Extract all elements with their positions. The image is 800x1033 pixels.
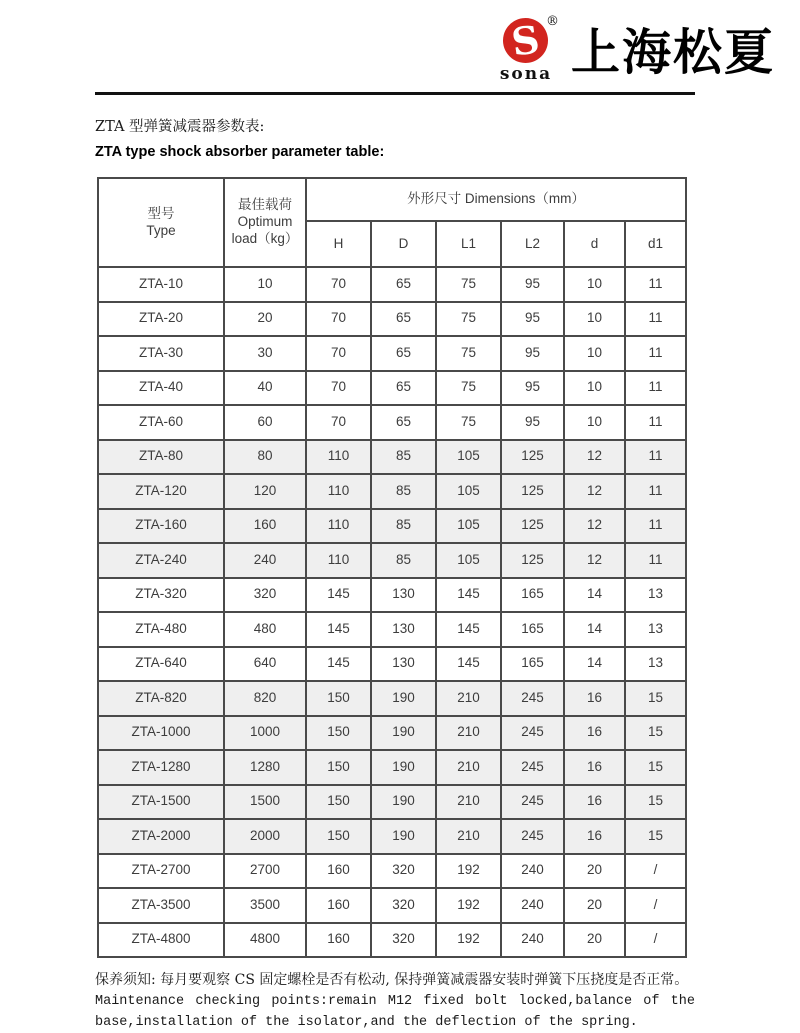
cell-dim-d1: 11 (625, 267, 686, 302)
cell-load: 20 (224, 302, 306, 337)
cell-dim-h: 150 (306, 681, 371, 716)
cell-dim-d1: 15 (625, 716, 686, 751)
cell-dim-d: 130 (371, 578, 436, 613)
cell-dim-dd: 14 (564, 578, 625, 613)
cell-dim-d: 85 (371, 474, 436, 509)
cell-load: 10 (224, 267, 306, 302)
cell-dim-l1: 210 (436, 785, 501, 820)
cell-dim-dd: 16 (564, 785, 625, 820)
cell-model: ZTA-10 (98, 267, 224, 302)
cell-dim-dd: 12 (564, 440, 625, 475)
cell-dim-l2: 165 (501, 578, 564, 613)
table-row (98, 267, 686, 302)
cell-dim-l2: 165 (501, 612, 564, 647)
cell-dim-l2: 245 (501, 681, 564, 716)
cell-dim-d: 65 (371, 267, 436, 302)
cell-model: ZTA-320 (98, 578, 224, 613)
cell-dim-d: 65 (371, 371, 436, 406)
cell-dim-d1: 11 (625, 302, 686, 337)
cell-dim-l1: 75 (436, 336, 501, 371)
cell-dim-l1: 75 (436, 405, 501, 440)
cell-dim-dd: 16 (564, 681, 625, 716)
cell-dim-l1: 192 (436, 923, 501, 958)
table-row (98, 785, 686, 820)
company-logo (495, 14, 775, 88)
cell-load: 4800 (224, 923, 306, 958)
cell-dim-l1: 210 (436, 716, 501, 751)
table-row (98, 681, 686, 716)
cell-dim-l1: 105 (436, 509, 501, 544)
cell-dim-d: 190 (371, 681, 436, 716)
cell-dim-l2: 240 (501, 854, 564, 889)
cell-dim-d: 130 (371, 612, 436, 647)
table-row (98, 509, 686, 544)
cell-dim-l1: 210 (436, 750, 501, 785)
cell-dim-l1: 192 (436, 888, 501, 923)
cell-dim-h: 110 (306, 474, 371, 509)
cell-dim-d1: / (625, 923, 686, 958)
cell-dim-h: 150 (306, 785, 371, 820)
maintenance-note-cn: 保养须知: 每月要观察 CS 固定螺栓是否有松动, 保持弹簧减震器安装时弹簧下压挠度是否正常。 (95, 972, 689, 988)
cell-model: ZTA-120 (98, 474, 224, 509)
cell-dim-l2: 245 (501, 785, 564, 820)
header-load-cn: 最佳载荷 (238, 197, 292, 213)
cell-dim-dd: 10 (564, 336, 625, 371)
cell-dim-d1: 13 (625, 612, 686, 647)
cell-dim-l2: 165 (501, 647, 564, 682)
cell-model: ZTA-820 (98, 681, 224, 716)
cell-dim-d: 65 (371, 336, 436, 371)
cell-dim-d1: 11 (625, 336, 686, 371)
cell-dim-l2: 95 (501, 405, 564, 440)
sona-ball-icon: S (501, 15, 552, 66)
cell-model: ZTA-2000 (98, 819, 224, 854)
cell-model: ZTA-40 (98, 371, 224, 406)
cell-dim-h: 70 (306, 405, 371, 440)
header-col-h: H (306, 221, 371, 267)
table-row (98, 888, 686, 923)
cell-dim-l2: 240 (501, 888, 564, 923)
cell-dim-l2: 245 (501, 819, 564, 854)
cell-dim-l2: 95 (501, 336, 564, 371)
table-row (98, 302, 686, 337)
cell-load: 80 (224, 440, 306, 475)
cell-dim-dd: 20 (564, 888, 625, 923)
company-name: 上海松夏 (570, 26, 775, 80)
header-col-l1: L1 (436, 221, 501, 267)
cell-dim-h: 160 (306, 923, 371, 958)
cell-load: 640 (224, 647, 306, 682)
cell-load: 40 (224, 371, 306, 406)
cell-load: 1280 (224, 750, 306, 785)
cell-model: ZTA-2700 (98, 854, 224, 889)
cell-dim-l1: 105 (436, 474, 501, 509)
cell-dim-h: 160 (306, 854, 371, 889)
header-row-1 (98, 178, 686, 221)
cell-model: ZTA-480 (98, 612, 224, 647)
cell-dim-d1: 15 (625, 750, 686, 785)
cell-dim-dd: 12 (564, 543, 625, 578)
cell-dim-l2: 245 (501, 716, 564, 751)
cell-dim-l1: 145 (436, 612, 501, 647)
cell-dim-d: 190 (371, 750, 436, 785)
cell-dim-h: 160 (306, 888, 371, 923)
maintenance-note (95, 970, 695, 1033)
table-head (98, 178, 686, 267)
header-col-d: D (371, 221, 436, 267)
table-row (98, 405, 686, 440)
cell-model: ZTA-1280 (98, 750, 224, 785)
table-row (98, 819, 686, 854)
cell-dim-l2: 95 (501, 302, 564, 337)
cell-dim-d: 85 (371, 543, 436, 578)
cell-load: 1000 (224, 716, 306, 751)
cell-load: 3500 (224, 888, 306, 923)
cell-dim-l1: 192 (436, 854, 501, 889)
cell-dim-d1: 13 (625, 578, 686, 613)
cell-dim-d1: / (625, 888, 686, 923)
cell-dim-l2: 125 (501, 440, 564, 475)
cell-load: 240 (224, 543, 306, 578)
header-load-en1: Optimum (237, 214, 293, 230)
cell-model: ZTA-80 (98, 440, 224, 475)
table-row (98, 371, 686, 406)
cell-dim-d: 85 (371, 509, 436, 544)
table-body (98, 267, 686, 957)
cell-dim-l2: 125 (501, 474, 564, 509)
cell-dim-d1: / (625, 854, 686, 889)
cell-dim-d: 190 (371, 785, 436, 820)
cell-model: ZTA-4800 (98, 923, 224, 958)
cell-dim-d: 320 (371, 888, 436, 923)
brand-name: sona (499, 64, 553, 84)
logo-mark (495, 14, 559, 84)
header-col-l2: L2 (501, 221, 564, 267)
cell-model: ZTA-20 (98, 302, 224, 337)
cell-dim-l2: 125 (501, 509, 564, 544)
cell-dim-d1: 15 (625, 785, 686, 820)
cell-dim-dd: 20 (564, 854, 625, 889)
table-row (98, 336, 686, 371)
cell-dim-dd: 12 (564, 509, 625, 544)
cell-load: 2000 (224, 819, 306, 854)
cell-dim-d1: 15 (625, 819, 686, 854)
cell-model: ZTA-240 (98, 543, 224, 578)
cell-dim-d: 65 (371, 302, 436, 337)
maintenance-note-en-line1: Maintenance checking points:remain M12 fixed bolt locked,balance of the (95, 994, 695, 1009)
cell-dim-dd: 10 (564, 267, 625, 302)
cell-load: 60 (224, 405, 306, 440)
cell-load: 820 (224, 681, 306, 716)
cell-dim-d1: 11 (625, 371, 686, 406)
cell-load: 160 (224, 509, 306, 544)
header-type (98, 178, 224, 267)
cell-dim-l1: 210 (436, 681, 501, 716)
cell-dim-l1: 105 (436, 440, 501, 475)
cell-dim-l2: 95 (501, 371, 564, 406)
cell-dim-d1: 11 (625, 543, 686, 578)
cell-dim-l1: 75 (436, 371, 501, 406)
cell-dim-d: 190 (371, 819, 436, 854)
cell-dim-h: 150 (306, 750, 371, 785)
header-dimensions: 外形尺寸 Dimensions（mm） (306, 178, 686, 221)
table-row (98, 647, 686, 682)
cell-load: 480 (224, 612, 306, 647)
table-row (98, 440, 686, 475)
header-col-dd: d (564, 221, 625, 267)
cell-dim-dd: 10 (564, 405, 625, 440)
cell-dim-d: 65 (371, 405, 436, 440)
cell-dim-h: 150 (306, 819, 371, 854)
header-optimum-load (224, 178, 306, 267)
cell-model: ZTA-60 (98, 405, 224, 440)
cell-dim-d: 320 (371, 923, 436, 958)
header-col-d1: d1 (625, 221, 686, 267)
table-row (98, 474, 686, 509)
cell-dim-h: 145 (306, 578, 371, 613)
cell-model: ZTA-160 (98, 509, 224, 544)
cell-dim-dd: 16 (564, 819, 625, 854)
cell-dim-h: 70 (306, 371, 371, 406)
cell-dim-h: 70 (306, 302, 371, 337)
registered-trademark-icon: ® (545, 14, 559, 29)
cell-dim-dd: 10 (564, 371, 625, 406)
cell-load: 30 (224, 336, 306, 371)
cell-model: ZTA-3500 (98, 888, 224, 923)
cell-dim-dd: 12 (564, 474, 625, 509)
cell-dim-d1: 11 (625, 474, 686, 509)
header-divider (95, 92, 695, 95)
table-row (98, 543, 686, 578)
maintenance-note-en-line2: base,installation of the isolator,and the deflection of the spring. (95, 1015, 638, 1030)
cell-model: ZTA-640 (98, 647, 224, 682)
cell-dim-h: 70 (306, 267, 371, 302)
cell-dim-l2: 245 (501, 750, 564, 785)
cell-load: 2700 (224, 854, 306, 889)
cell-dim-d: 320 (371, 854, 436, 889)
cell-dim-l1: 145 (436, 647, 501, 682)
table-title-en: ZTA type shock absorber parameter table: (95, 144, 385, 160)
cell-dim-d1: 11 (625, 440, 686, 475)
cell-dim-dd: 16 (564, 716, 625, 751)
table-row (98, 750, 686, 785)
cell-dim-h: 110 (306, 509, 371, 544)
cell-dim-h: 110 (306, 440, 371, 475)
header-load-en2: load（kg） (231, 230, 299, 246)
cell-dim-d1: 11 (625, 509, 686, 544)
cell-dim-l1: 75 (436, 302, 501, 337)
cell-model: ZTA-1500 (98, 785, 224, 820)
cell-dim-l1: 105 (436, 543, 501, 578)
cell-dim-d1: 11 (625, 405, 686, 440)
cell-dim-l1: 210 (436, 819, 501, 854)
cell-dim-l1: 75 (436, 267, 501, 302)
cell-dim-d: 85 (371, 440, 436, 475)
cell-dim-dd: 14 (564, 647, 625, 682)
cell-model: ZTA-1000 (98, 716, 224, 751)
cell-dim-l1: 145 (436, 578, 501, 613)
cell-dim-l2: 240 (501, 923, 564, 958)
table-row (98, 854, 686, 889)
cell-dim-dd: 16 (564, 750, 625, 785)
cell-dim-dd: 10 (564, 302, 625, 337)
cell-load: 120 (224, 474, 306, 509)
cell-dim-h: 145 (306, 612, 371, 647)
header-type-en: Type (146, 222, 176, 238)
cell-dim-h: 110 (306, 543, 371, 578)
cell-dim-d1: 15 (625, 681, 686, 716)
page-header (0, 0, 800, 88)
cell-dim-d: 130 (371, 647, 436, 682)
table-row (98, 578, 686, 613)
cell-model: ZTA-30 (98, 336, 224, 371)
table-row (98, 716, 686, 751)
cell-dim-h: 150 (306, 716, 371, 751)
table-row (98, 923, 686, 958)
table-title-cn: ZTA 型弹簧减震器参数表: (95, 119, 265, 135)
cell-dim-h: 145 (306, 647, 371, 682)
cell-dim-h: 70 (306, 336, 371, 371)
cell-dim-d1: 13 (625, 647, 686, 682)
header-type-cn: 型号 (147, 205, 175, 221)
cell-load: 1500 (224, 785, 306, 820)
parameter-table (97, 177, 687, 958)
table-row (98, 612, 686, 647)
cell-dim-l2: 125 (501, 543, 564, 578)
cell-dim-dd: 14 (564, 612, 625, 647)
cell-dim-d: 190 (371, 716, 436, 751)
cell-load: 320 (224, 578, 306, 613)
cell-dim-dd: 20 (564, 923, 625, 958)
cell-dim-l2: 95 (501, 267, 564, 302)
